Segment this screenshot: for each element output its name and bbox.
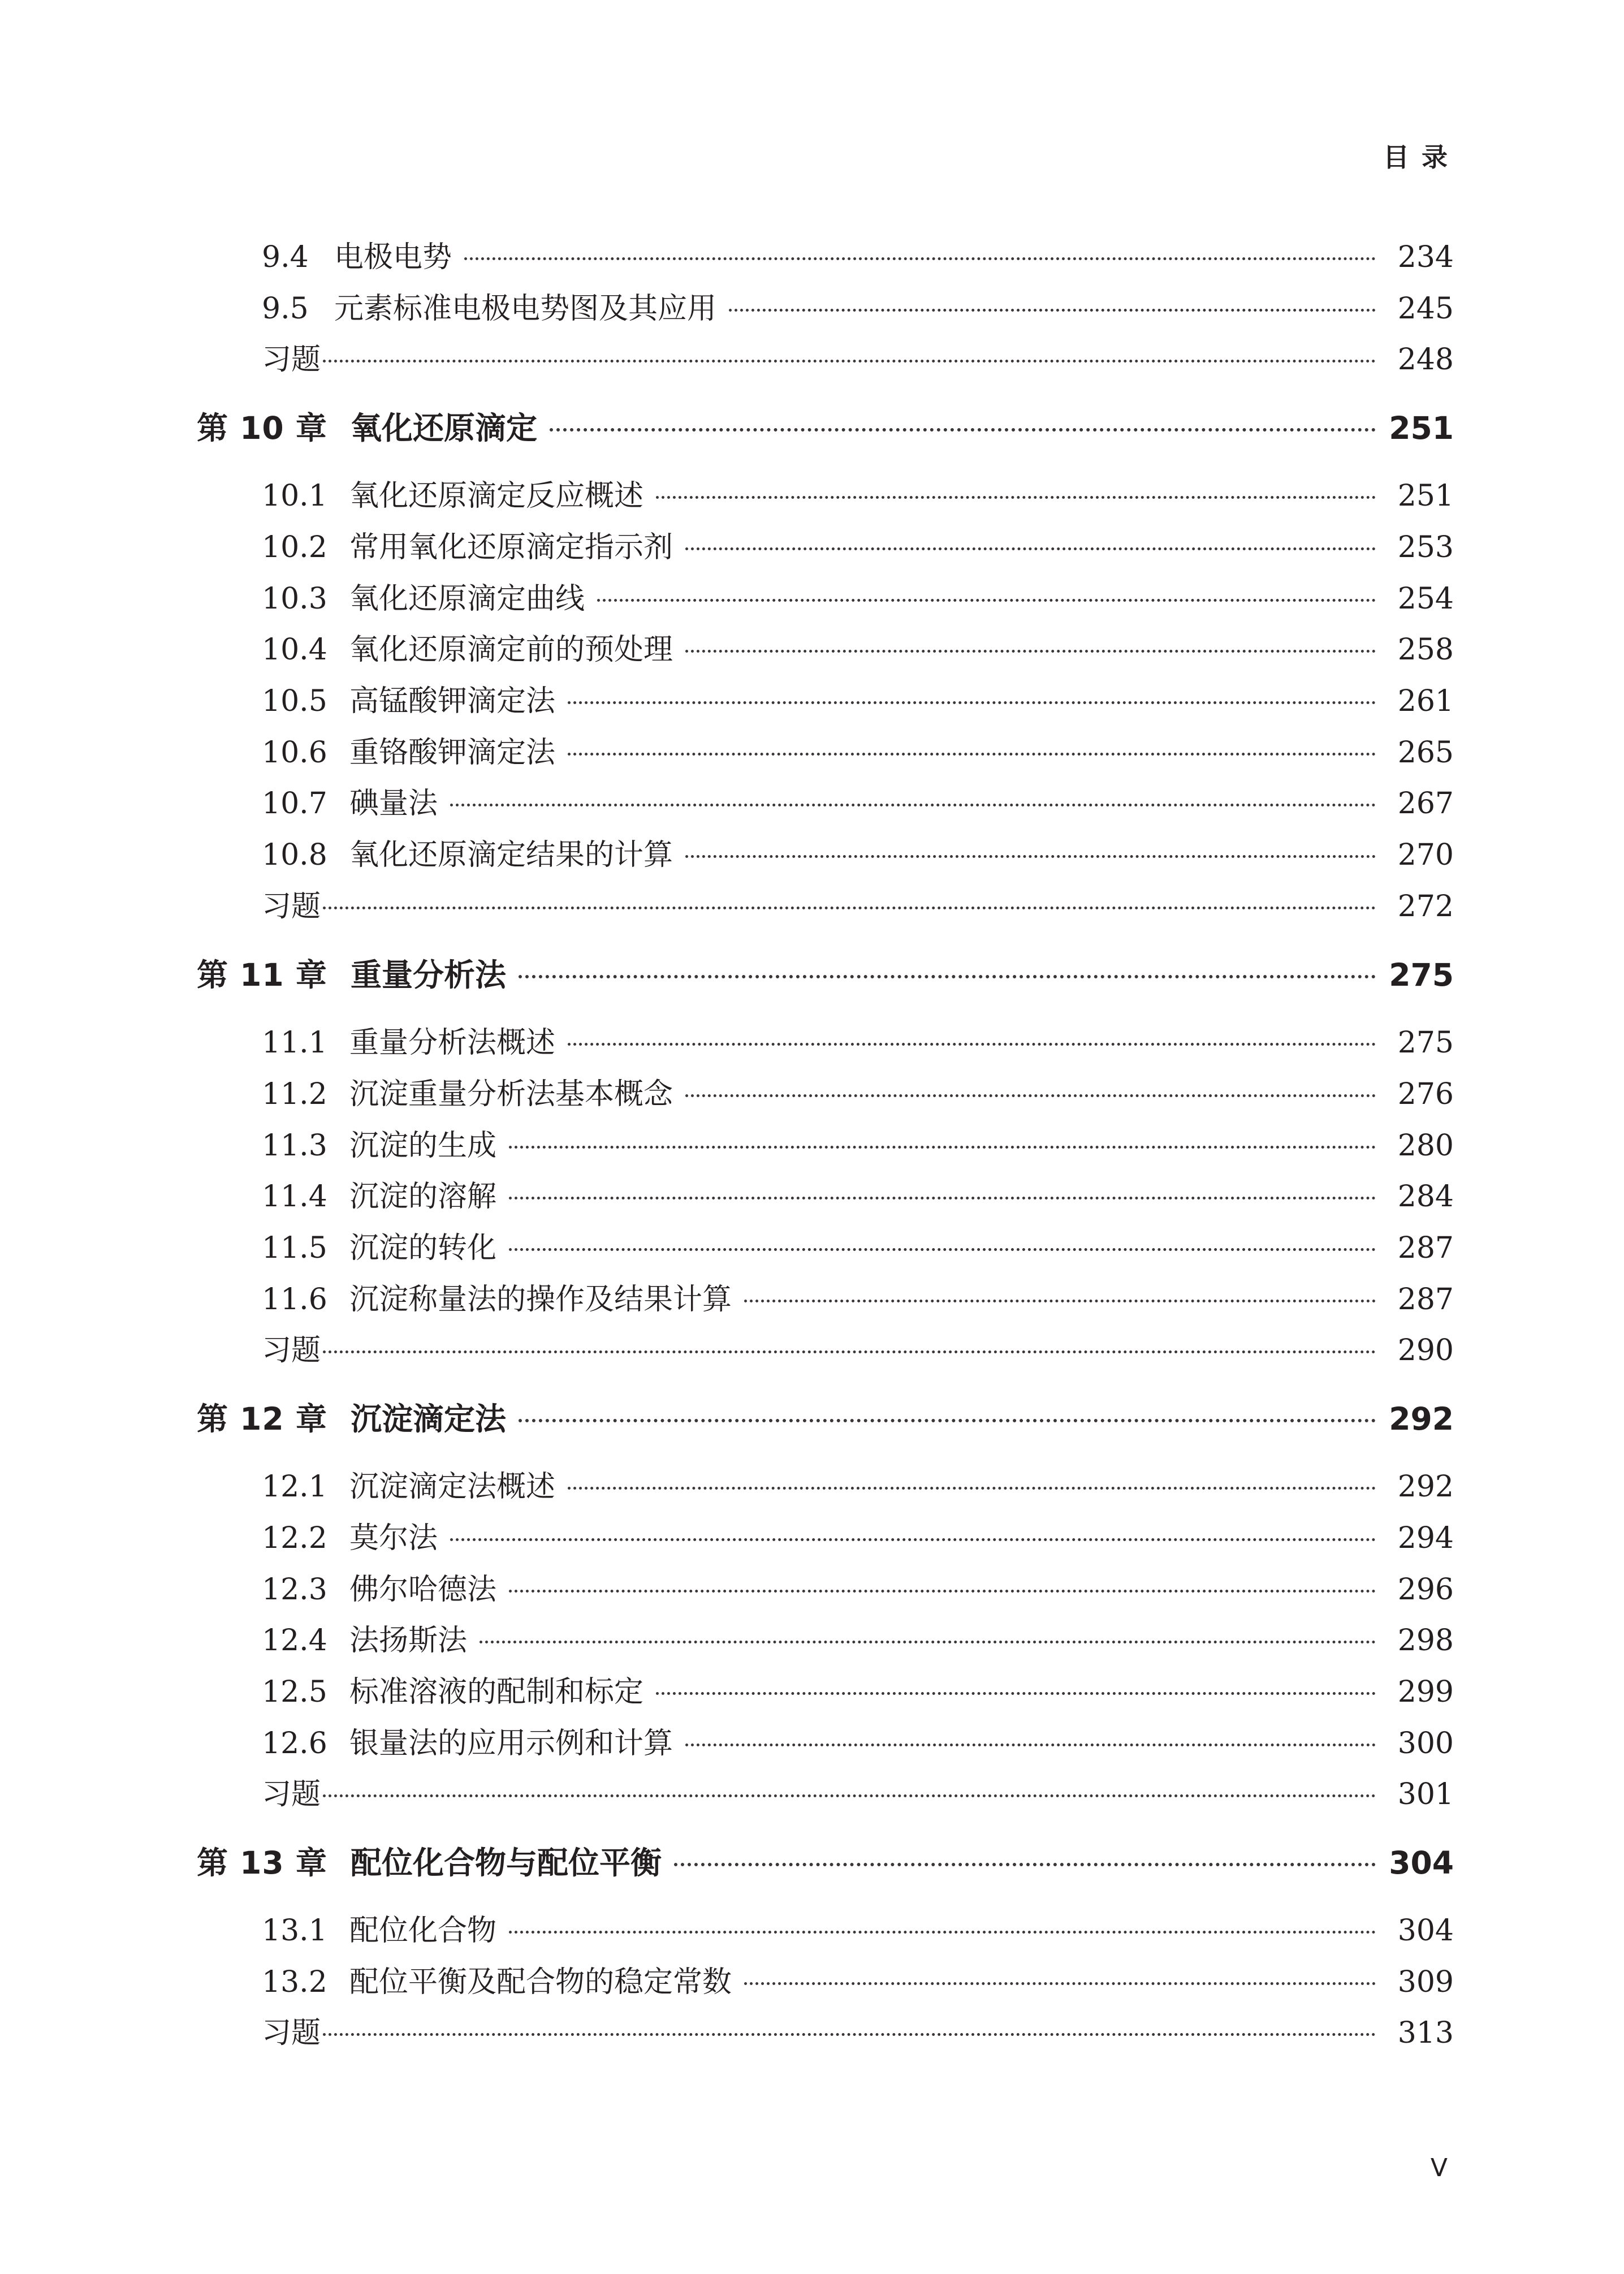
section-title: 沉淀滴定法概述 (349, 1470, 556, 1504)
page-number: 292 (1397, 1470, 1454, 1504)
toc-section-row[interactable] (197, 1023, 1454, 1063)
toc-exercise-row[interactable] (197, 1331, 1454, 1370)
toc-section-row[interactable] (197, 1724, 1454, 1763)
dot-leader (509, 1233, 1376, 1263)
section-title: 法扬斯法 (349, 1624, 468, 1658)
section-title: 高锰酸钾滴定法 (349, 684, 556, 718)
toc-section-row[interactable] (197, 476, 1454, 516)
toc-section-row[interactable] (197, 1177, 1454, 1216)
section-number: 10.3 (262, 582, 327, 616)
exercise-title: 习题 (262, 1777, 321, 1811)
page-number: 275 (1389, 957, 1454, 993)
section-number: 12.4 (262, 1624, 327, 1658)
dot-leader (450, 789, 1376, 818)
toc-section-row[interactable] (197, 1126, 1454, 1166)
page-number: 267 (1397, 787, 1454, 821)
dot-leader (509, 1131, 1376, 1160)
toc-section-row[interactable] (197, 1228, 1454, 1268)
page-number: 304 (1397, 1914, 1454, 1948)
page-number: 299 (1397, 1675, 1454, 1709)
section-number: 10.8 (262, 838, 327, 872)
section-number: 10.4 (262, 633, 327, 667)
toc-section-row[interactable] (197, 1911, 1454, 1951)
page-number: 275 (1397, 1026, 1454, 1060)
section-title: 沉淀的生成 (349, 1129, 497, 1163)
section-title: 氧化还原滴定曲线 (349, 582, 585, 616)
section-number: 11.4 (262, 1180, 327, 1214)
section-title: 常用氧化还原滴定指示剂 (349, 530, 673, 564)
exercise-title: 习题 (262, 890, 321, 924)
dot-leader (509, 1575, 1376, 1604)
toc-section-row[interactable] (197, 835, 1454, 875)
toc-chapter-row[interactable] (197, 1396, 1454, 1442)
section-title: 沉淀称量法的操作及结果计算 (349, 1283, 732, 1317)
page-number: 265 (1397, 736, 1454, 770)
section-number: 12.1 (262, 1470, 327, 1504)
section-title: 氧化还原滴定结果的计算 (349, 838, 673, 872)
dot-leader (656, 1677, 1376, 1707)
dot-leader (568, 687, 1376, 716)
section-number: 12.5 (262, 1675, 327, 1709)
page-number: 300 (1397, 1727, 1454, 1760)
toc-chapter-row[interactable] (197, 405, 1454, 451)
page-number: 245 (1397, 292, 1454, 326)
section-number: 12.3 (262, 1573, 327, 1607)
section-number: 11.1 (262, 1026, 327, 1060)
dot-leader (685, 840, 1376, 870)
toc-section-row[interactable] (197, 1280, 1454, 1319)
section-title: 银量法的应用示例和计算 (349, 1727, 673, 1760)
dot-leader (480, 1626, 1376, 1655)
section-title: 氧化还原滴定前的预处理 (349, 633, 673, 667)
page-number: 304 (1389, 1845, 1454, 1881)
section-number: 11.2 (262, 1077, 327, 1111)
toc-chapter-row[interactable] (197, 952, 1454, 998)
chapter-number: 第 11 章 (197, 957, 327, 993)
dot-leader (323, 1780, 1376, 1809)
page-number: 248 (1397, 343, 1454, 377)
section-number: 9.4 (262, 240, 309, 274)
section-title: 重量分析法概述 (349, 1026, 556, 1060)
section-title: 配位化合物 (349, 1914, 497, 1948)
page-number: 290 (1397, 1334, 1454, 1367)
dot-leader (744, 1967, 1376, 1997)
toc-section-row[interactable] (197, 289, 1454, 329)
exercise-title: 习题 (262, 2016, 321, 2050)
section-number: 10.6 (262, 736, 327, 770)
section-title: 氧化还原滴定反应概述 (349, 479, 644, 513)
page-number: 294 (1397, 1521, 1454, 1555)
dot-leader (323, 1336, 1376, 1365)
dot-leader (550, 413, 1376, 444)
dot-leader (519, 1404, 1376, 1435)
toc-section-row[interactable] (197, 733, 1454, 773)
toc-exercise-row[interactable] (197, 340, 1454, 379)
section-title: 沉淀的转化 (349, 1231, 497, 1265)
page-number: 298 (1397, 1624, 1454, 1658)
page-number: 284 (1397, 1180, 1454, 1214)
dot-leader (729, 294, 1376, 323)
page-number: 276 (1397, 1077, 1454, 1111)
section-title: 配位平衡及配合物的稳定常数 (349, 1965, 732, 1999)
section-title: 元素标准电极电势图及其应用 (334, 292, 717, 326)
toc-section-row[interactable] (197, 238, 1454, 277)
page-number: 234 (1397, 240, 1454, 274)
page-number: 251 (1389, 410, 1454, 446)
toc-exercise-row[interactable] (197, 2013, 1454, 2053)
dot-leader (323, 345, 1376, 374)
dot-leader (656, 481, 1376, 511)
section-number: 10.1 (262, 479, 327, 513)
toc-section-row[interactable] (197, 1075, 1454, 1114)
section-title: 电极电势 (334, 240, 452, 274)
section-number: 10.5 (262, 684, 327, 718)
page-number: 301 (1397, 1777, 1454, 1811)
toc-section-row[interactable] (197, 1672, 1454, 1712)
dot-leader (450, 1524, 1376, 1553)
section-number: 13.1 (262, 1914, 327, 1948)
dot-leader (519, 960, 1376, 991)
page-number: 296 (1397, 1573, 1454, 1607)
page-number: 287 (1397, 1231, 1454, 1265)
section-title: 标准溶液的配制和标定 (349, 1675, 644, 1709)
dot-leader (464, 243, 1376, 272)
dot-leader (323, 2018, 1376, 2048)
dot-leader (685, 1080, 1376, 1109)
running-header: 目录 (1383, 142, 1460, 172)
section-number: 13.2 (262, 1965, 327, 1999)
dot-leader (568, 1028, 1376, 1058)
section-number: 9.5 (262, 292, 309, 326)
chapter-title: 配位化合物与配位平衡 (351, 1845, 662, 1881)
section-title: 重铬酸钾滴定法 (349, 736, 556, 770)
dot-leader (568, 1472, 1376, 1501)
page-number: 313 (1397, 2016, 1454, 2050)
page-number: 253 (1397, 530, 1454, 564)
exercise-title: 习题 (262, 1334, 321, 1367)
dot-leader (744, 1285, 1376, 1314)
page-number: 292 (1389, 1401, 1454, 1437)
dot-leader (685, 533, 1376, 562)
page-number: 251 (1397, 479, 1454, 513)
toc-chapter-row[interactable] (197, 1840, 1454, 1885)
section-number: 11.5 (262, 1231, 327, 1265)
toc-section-row[interactable] (197, 1570, 1454, 1610)
page-number: 280 (1397, 1129, 1454, 1163)
chapter-title: 沉淀滴定法 (351, 1401, 507, 1437)
toc-section-row[interactable] (197, 579, 1454, 619)
section-number: 10.7 (262, 787, 327, 821)
chapter-number: 第 13 章 (197, 1845, 327, 1881)
page-number: 309 (1397, 1965, 1454, 1999)
dot-leader (323, 892, 1376, 921)
page-number: 261 (1397, 684, 1454, 718)
dot-leader (509, 1916, 1376, 1945)
chapter-number: 第 12 章 (197, 1401, 327, 1437)
exercise-title: 习题 (262, 343, 321, 377)
toc-exercise-row[interactable] (197, 887, 1454, 926)
toc-section-row[interactable] (197, 1467, 1454, 1507)
section-number: 11.3 (262, 1129, 327, 1163)
chapter-title: 氧化还原滴定 (351, 410, 538, 446)
chapter-title: 重量分析法 (351, 957, 507, 993)
dot-leader (685, 1729, 1376, 1758)
dot-leader (597, 584, 1376, 614)
section-number: 12.6 (262, 1727, 327, 1760)
toc-section-row[interactable] (197, 528, 1454, 567)
dot-leader (685, 635, 1376, 664)
page-number: 270 (1397, 838, 1454, 872)
toc-section-row[interactable] (197, 784, 1454, 823)
page-number: 254 (1397, 582, 1454, 616)
section-title: 沉淀重量分析法基本概念 (349, 1077, 673, 1111)
dot-leader (674, 1848, 1376, 1879)
toc-section-row[interactable] (197, 1518, 1454, 1558)
toc-exercise-row[interactable] (197, 1775, 1454, 1814)
dot-leader (568, 738, 1376, 767)
page-number: 258 (1397, 633, 1454, 667)
section-title: 莫尔法 (349, 1521, 438, 1555)
toc-section-row[interactable] (197, 681, 1454, 721)
section-number: 12.2 (262, 1521, 327, 1555)
page-folio: V (1430, 2154, 1448, 2182)
section-title: 碘量法 (349, 787, 438, 821)
page-number: 287 (1397, 1283, 1454, 1317)
page-number: 272 (1397, 890, 1454, 924)
section-number: 10.2 (262, 530, 327, 564)
section-title: 沉淀的溶解 (349, 1180, 497, 1214)
toc-section-row[interactable] (197, 1621, 1454, 1660)
toc-section-row[interactable] (197, 1962, 1454, 2002)
chapter-number: 第 10 章 (197, 410, 327, 446)
section-number: 11.6 (262, 1283, 327, 1317)
dot-leader (509, 1182, 1376, 1211)
section-title: 佛尔哈德法 (349, 1573, 497, 1607)
toc-section-row[interactable] (197, 630, 1454, 670)
